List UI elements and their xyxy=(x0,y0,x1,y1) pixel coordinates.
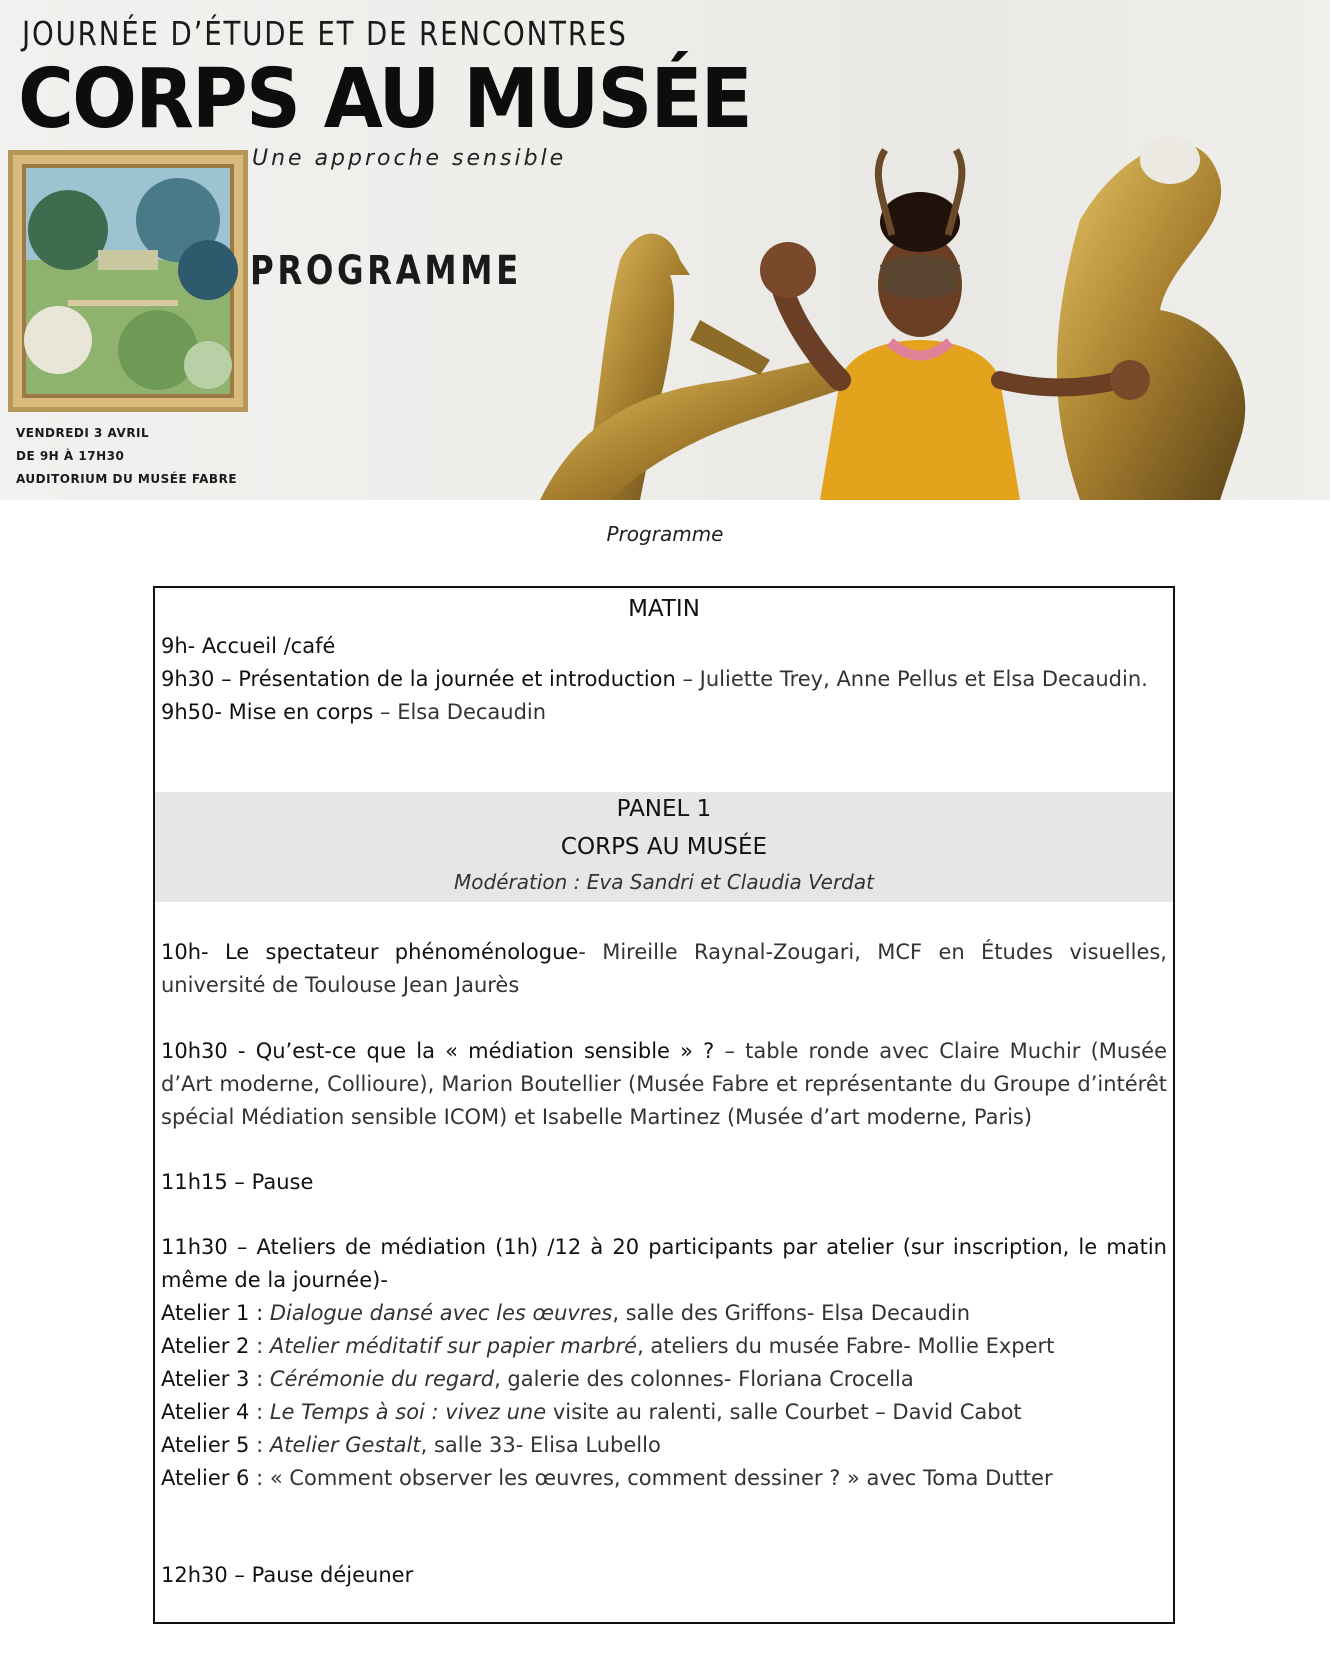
event-info xyxy=(16,422,237,491)
atelier-details: , salle des Griffons- Elsa Decaudin xyxy=(612,1301,971,1325)
item-title: 11h30 – Ateliers de médiation (1h) /12 à 20 participants par atelier (sur inscription, le matin même de la journée)- xyxy=(161,1235,1167,1292)
item-title: Qu’est-ce que la « médiation sensible » ? xyxy=(245,1039,715,1063)
atelier-title: Dialogue dansé avec les œuvres xyxy=(269,1301,613,1325)
atelier-label: Atelier 2 xyxy=(161,1334,250,1358)
program-item xyxy=(161,663,1167,696)
item-title: 11h15 – Pause xyxy=(161,1170,314,1194)
banner-subtitle: Une approche sensible xyxy=(252,146,567,171)
event-date: VENDREDI 3 AVRIL xyxy=(16,426,150,440)
event-hours: DE 9H À 17H30 xyxy=(16,449,125,463)
atelier-separator: : xyxy=(249,1367,270,1391)
item-title: 9h50- Mise en corps xyxy=(161,700,374,724)
program-item xyxy=(161,1559,1167,1592)
banner-program-label: PROGRAMME xyxy=(250,248,522,294)
atelier-label: Atelier 1 : xyxy=(161,1301,264,1325)
banner-title: CORPS AU MUSÉE xyxy=(18,52,751,147)
atelier-item xyxy=(161,1396,1167,1429)
atelier-details: , salle 33- Elisa Lubello xyxy=(420,1433,661,1457)
program-item xyxy=(161,1035,1167,1134)
sculpture-photo xyxy=(520,60,1320,500)
panel-title: CORPS AU MUSÉE xyxy=(560,834,768,860)
atelier-label: Atelier 6 xyxy=(161,1466,250,1490)
atelier-details: , ateliers du musée Fabre- Mollie Expert xyxy=(637,1334,1055,1358)
atelier-item xyxy=(161,1429,1167,1462)
item-title: 9h- Accueil /café xyxy=(161,634,336,658)
event-venue: AUDITORIUM DU MUSÉE FABRE xyxy=(16,472,238,486)
atelier-label: Atelier 5 xyxy=(161,1433,250,1457)
header-banner xyxy=(0,0,1330,500)
item-title: 9h30 – Présentation de la journée et introduction xyxy=(161,667,676,691)
atelier-details: « Comment observer les œuvres, comment dessiner ? » avec Toma Dutter xyxy=(269,1466,1053,1490)
item-speakers: – table ronde avec Claire Muchir (Musée d’Art moderne, Collioure), Marion Boutellier (Musée Fabre et représentante du Groupe d’intérêt spécial Médiation sensible ICOM) et Isabelle Martinez (Musée d’art moderne, Paris) xyxy=(161,1039,1168,1129)
painting-image xyxy=(8,150,248,412)
matin-heading: MATIN xyxy=(628,596,700,622)
atelier-title: Cérémonie du regard xyxy=(269,1367,495,1391)
atelier-title: Le Temps à soi : vivez une xyxy=(269,1400,547,1424)
item-title: 12h30 – Pause déjeuner xyxy=(161,1563,414,1587)
atelier-item xyxy=(161,1363,1167,1396)
program-item xyxy=(161,696,1167,729)
atelier-item xyxy=(161,1297,1167,1330)
program-table xyxy=(153,586,1175,1624)
program-item xyxy=(161,1231,1167,1297)
banner-supertitle: JOURNÉE D’ÉTUDE ET DE RENCONTRES xyxy=(22,14,628,53)
panel-number: PANEL 1 xyxy=(616,796,712,822)
item-speakers: - Mireille Raynal-Zougari, MCF en Études visuelles, université de Toulouse Jean Jaurès xyxy=(161,940,1167,997)
atelier-item xyxy=(161,1330,1167,1363)
item-time: 10h30 - xyxy=(161,1039,246,1063)
program-item xyxy=(161,1166,1167,1199)
atelier-item xyxy=(161,1462,1167,1495)
image-caption: Programme xyxy=(606,522,724,546)
item-speakers: – Juliette Trey, Anne Pellus et Elsa Decaudin. xyxy=(675,667,1148,691)
atelier-label: Atelier 4 xyxy=(161,1400,250,1424)
program-item xyxy=(161,630,1167,663)
atelier-separator: : xyxy=(249,1433,270,1457)
atelier-details: visite au ralenti, salle Courbet – David Cabot xyxy=(546,1400,1022,1424)
atelier-title: Atelier Gestalt xyxy=(269,1433,421,1457)
panel-moderation: Modération : Eva Sandri et Claudia Verdat xyxy=(454,870,874,894)
atelier-separator: : xyxy=(249,1400,270,1424)
atelier-separator: : xyxy=(249,1334,270,1358)
atelier-label: Atelier 3 xyxy=(161,1367,250,1391)
atelier-separator: : xyxy=(249,1466,270,1490)
item-title: 10h- Le spectateur phénoménologue xyxy=(161,940,579,964)
item-speakers: – Elsa Decaudin xyxy=(373,700,547,724)
atelier-title: Atelier méditatif sur papier marbré xyxy=(269,1334,638,1358)
program-item xyxy=(161,936,1167,1002)
atelier-details: , galerie des colonnes- Floriana Crocella xyxy=(494,1367,914,1391)
panel-header xyxy=(155,792,1173,902)
